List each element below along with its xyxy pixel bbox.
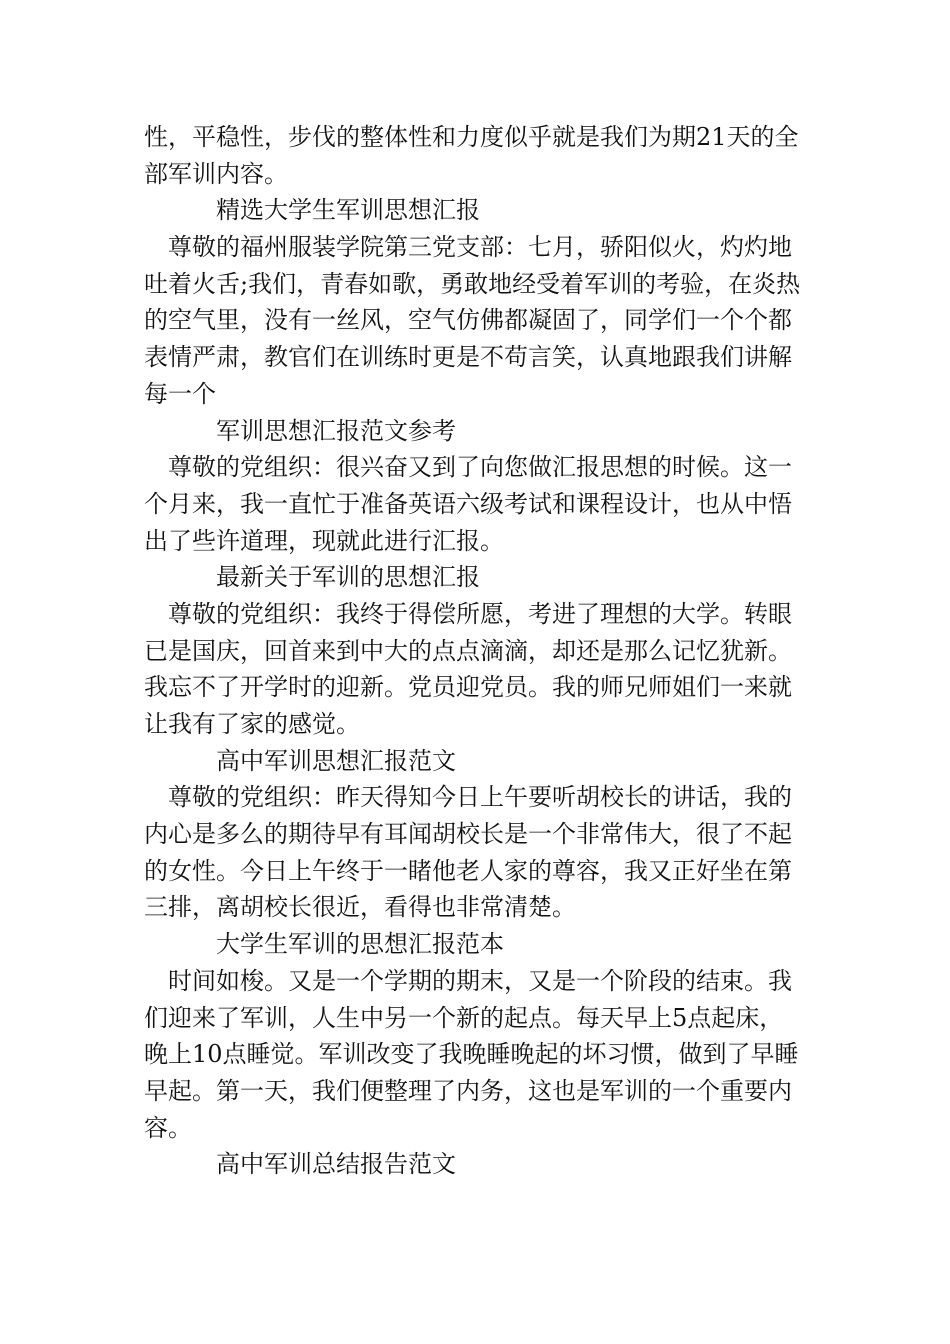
text-line: 性，平稳性，步伐的整体性和力度似乎就是我们为期21天的全 bbox=[144, 123, 799, 151]
text-line: 三排，离胡校长很近，看得也非常清楚。 bbox=[144, 893, 576, 922]
section-heading: 最新关于军训的思想汇报 bbox=[216, 563, 480, 592]
text-line: 我忘不了开学时的迎新。党员迎党员。我的师兄师姐们一来就 bbox=[144, 673, 792, 702]
text-line: 尊敬的福州服装学院第三党支部：七月，骄阳似火，灼灼地 bbox=[168, 233, 792, 262]
text-line: 出了些许道理，现就此进行汇报。 bbox=[144, 526, 504, 555]
document-text bbox=[144, 119, 809, 1183]
text-line: 尊敬的党组织：昨天得知今日上午要听胡校长的讲话，我的 bbox=[168, 783, 792, 812]
text-line: 的空气里，没有一丝风，空气仿佛都凝固了，同学们一个个都 bbox=[144, 306, 792, 335]
text-line: 让我有了家的感觉。 bbox=[144, 710, 360, 738]
section-heading: 高中军训总结报告范文 bbox=[216, 1150, 456, 1179]
text-line: 尊敬的党组织：我终于得偿所愿，考进了理想的大学。转眼 bbox=[168, 599, 792, 628]
text-line: 内心是多么的期待早有耳闻胡校长是一个非常伟大，很了不起 bbox=[144, 820, 792, 849]
text-line: 们迎来了军训，人生中另一个新的起点。每天早上5点起床， bbox=[144, 1003, 784, 1032]
section-heading: 精选大学生军训思想汇报 bbox=[216, 196, 480, 225]
text-line: 的女性。今日上午终于一睹他老人家的尊容，我又正好坐在第 bbox=[144, 856, 792, 885]
text-line: 每一个 bbox=[144, 379, 216, 408]
section-heading: 军训思想汇报范文参考 bbox=[216, 416, 456, 445]
section-heading: 高中军训思想汇报范文 bbox=[216, 746, 456, 775]
text-line: 部军训内容。 bbox=[144, 159, 288, 188]
text-line: 早起。第一天，我们便整理了内务，这也是军训的一个重要内 bbox=[144, 1076, 792, 1105]
section-heading: 大学生军训的思想汇报范本 bbox=[216, 930, 504, 959]
text-line: 个月来，我一直忙于准备英语六级考试和课程设计，也从中悟 bbox=[144, 489, 792, 518]
text-line: 吐着火舌;我们，青春如歌，勇敢地经受着军训的考验，在炎热 bbox=[144, 269, 801, 298]
text-line: 容。 bbox=[144, 1113, 192, 1142]
text-line: 尊敬的党组织：很兴奋又到了向您做汇报思想的时候。这一 bbox=[168, 453, 792, 482]
text-line: 晚上10点睡觉。军训改变了我晚睡晚起的坏习惯，做到了早睡 bbox=[144, 1040, 799, 1069]
text-line: 表情严肃，教官们在训练时更是不苟言笑，认真地跟我们讲解 bbox=[144, 343, 792, 372]
text-line: 时间如梭。又是一个学期的期末，又是一个阶段的结束。我 bbox=[168, 966, 792, 995]
text-line: 已是国庆，回首来到中大的点点滴滴，却还是那么记忆犹新。 bbox=[144, 636, 792, 665]
